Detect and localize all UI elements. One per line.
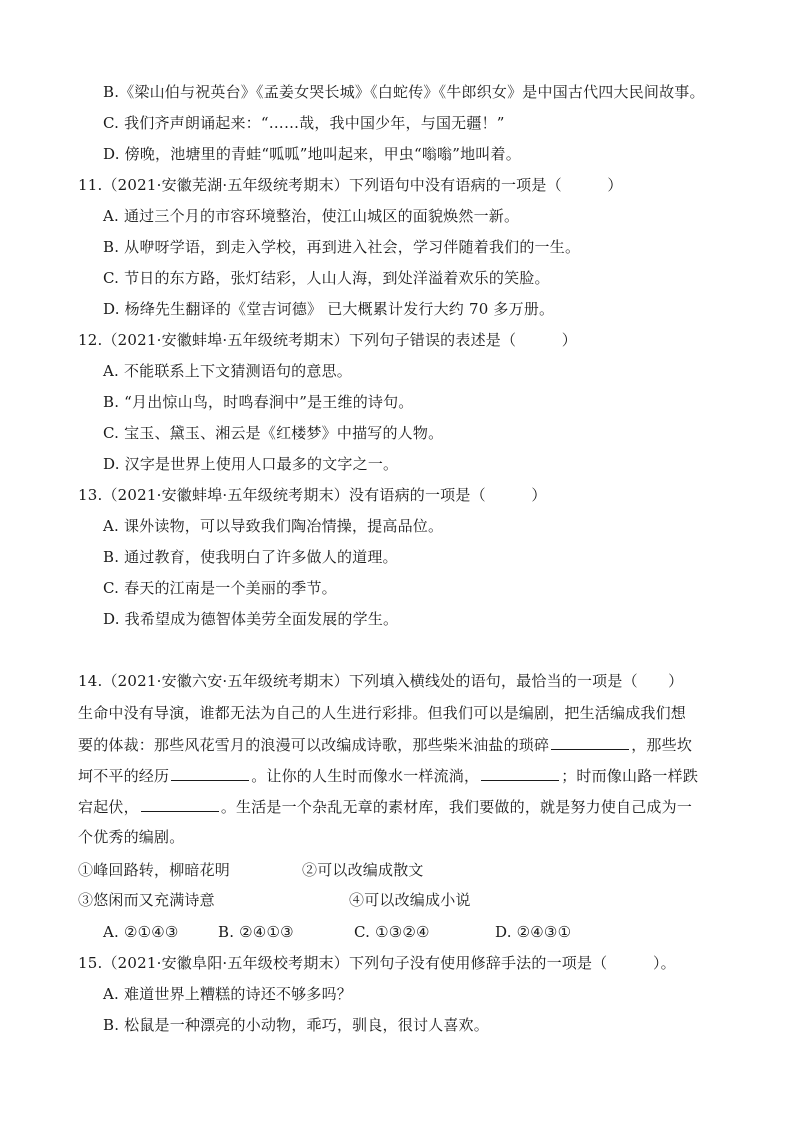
- fill-blank-3: [481, 765, 559, 781]
- option-b-prev: B.《梁山伯与祝英台》《孟姜女哭长城》《白蛇传》《牛郎织女》是中国古代四大民间故事。: [103, 83, 705, 101]
- passage-text: 宕起伏，: [78, 798, 139, 816]
- question-11-option-c: C. 节日的东方路，张灯结彩，人山人海，到处洋溢着欢乐的笑脸。: [103, 269, 550, 287]
- question-12-option-c: C. 宝玉、黛玉、湘云是《红楼梦》中描写的人物。: [103, 424, 444, 442]
- question-14-passage-line-4: [78, 796, 692, 817]
- question-14-answer-c: C. ①③②④: [354, 923, 430, 941]
- question-12-stem: 12.（2021·安徽蚌埠·五年级统考期末）下列句子错误的表述是（ ）: [78, 331, 577, 349]
- question-13-option-a: A. 课外读物，可以导致我们陶冶情操，提高品位。: [103, 517, 444, 535]
- passage-text: 。生活是一个杂乱无章的素材库，我们要做的，就是努力使自己成为一: [220, 798, 693, 816]
- question-14-passage-line-2: [78, 734, 692, 755]
- question-14-passage-line-5: 个优秀的编剧。: [78, 828, 185, 846]
- question-15-option-a: A. 难道世界上糟糕的诗还不够多吗？: [103, 985, 352, 1003]
- question-13-option-d: D. 我希望成为德智体美劳全面发展的学生。: [103, 610, 399, 628]
- question-13-stem: 13.（2021·安徽蚌埠·五年级统考期末）没有语病的一项是（ ）: [78, 486, 547, 504]
- option-c-prev: C. 我们齐声朗诵起来：“……哉，我中国少年，与国无疆！”: [103, 114, 505, 132]
- option-d-prev: D. 傍晚，池塘里的青蛙“呱呱”地叫起来，甲虫“嗡嗡”地叫着。: [103, 145, 521, 163]
- question-14-choice-1: ①峰回路转，柳暗花明: [78, 861, 231, 879]
- passage-text: ；时而像山路一样跌: [561, 767, 699, 785]
- passage-text: ，那些坎: [631, 736, 693, 754]
- question-14-choice-4: ④可以改编成小说: [349, 891, 471, 909]
- question-11-option-b: B. 从咿呀学语，到走入学校，再到进入社会，学习伴随着我们的一生。: [103, 238, 581, 256]
- question-14-choice-3: ③悠闲而又充满诗意: [78, 891, 215, 909]
- question-11-stem: 11.（2021·安徽芜湖·五年级统考期末）下列语句中没有语病的一项是（ ）: [78, 176, 623, 194]
- fill-blank-4: [141, 796, 219, 812]
- question-13-option-b: B. 通过教育，使我明白了许多做人的道理。: [103, 548, 398, 566]
- question-15-stem: 15.（2021·安徽阜阳·五年级校考期末）下列句子没有使用修辞手法的一项是（ ）。: [78, 954, 676, 972]
- question-13-option-c: C. 春天的江南是一个美丽的季节。: [103, 579, 337, 597]
- fill-blank-1: [551, 734, 629, 750]
- question-12-option-a: A. 不能联系上下文猜测语句的意思。: [103, 362, 352, 380]
- fill-blank-2: [171, 765, 249, 781]
- passage-text: 要的体裁：那些风花雪月的浪漫可以改编成诗歌，那些柴米油盐的琐碎: [78, 736, 550, 754]
- question-15-option-b: B. 松鼠是一种漂亮的小动物，乖巧，驯良，很讨人喜欢。: [103, 1016, 489, 1034]
- question-14-answer-a: A. ②①④③: [103, 923, 179, 941]
- question-11-option-a: A. 通过三个月的市容环境整治，使江山城区的面貌焕然一新。: [103, 207, 520, 225]
- passage-text: 。让你的人生时而像水一样流淌，: [251, 767, 480, 785]
- question-11-option-d: D. 杨绛先生翻译的《堂吉诃德》 已大概累计发行大约 70 多万册。: [103, 300, 555, 318]
- question-14-stem: 14.（2021·安徽六安·五年级统考期末）下列填入横线处的语句，最恰当的一项是（ ）: [78, 672, 684, 690]
- question-12-option-d: D. 汉字是世界上使用人口最多的文字之一。: [103, 455, 399, 473]
- passage-text: 坷不平的经历: [78, 767, 170, 785]
- question-12-option-b: B. “月出惊山鸟，时鸣春涧中”是王维的诗句。: [103, 393, 414, 411]
- question-14-choice-2: ②可以改编成散文: [302, 861, 424, 879]
- question-14-passage-line-3: [78, 765, 698, 786]
- question-14-answer-b: B. ②④①③: [218, 923, 294, 941]
- question-14-answer-d: D. ②④③①: [495, 923, 572, 941]
- question-14-passage-line-1: 生命中没有导演，谁都无法为自己的人生进行彩排。但我们可以是编剧，把生活编成我们想: [78, 704, 687, 722]
